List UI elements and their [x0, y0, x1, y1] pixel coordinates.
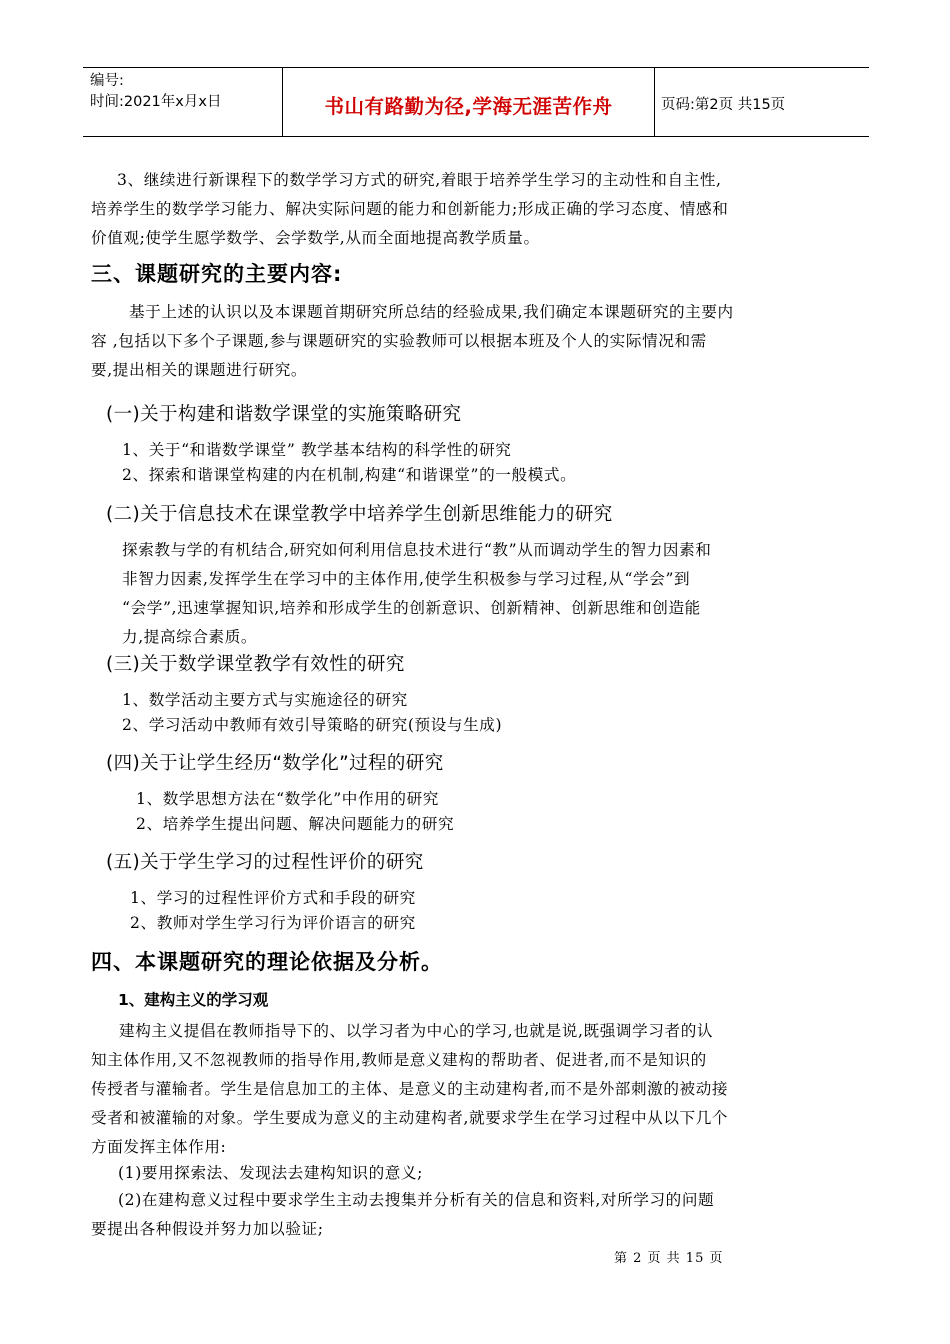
- list-item: 1、数学思想方法在“数学化”中作用的研究: [136, 790, 439, 808]
- date-label: 时间:2021年x月x日: [90, 94, 222, 110]
- list-item: 2、学习活动中教师有效引导策略的研究(预设与生成): [122, 716, 503, 734]
- text-line: (2)在建构意义过程中要求学生主动去搜集并分析有关的信息和资料,对所学习的问题: [118, 1191, 715, 1209]
- text-line: 受者和被灌输的对象。学生要成为意义的主动建构者,就要求学生在学习过程中从以下几个: [91, 1109, 729, 1127]
- section-3-heading: 三、课题研究的主要内容:: [91, 262, 343, 286]
- subsection-4-heading: (四)关于让学生经历“数学化”过程的研究: [106, 753, 444, 774]
- subsection-3-heading: (三)关于数学课堂教学有效性的研究: [106, 654, 405, 675]
- section-4-paragraph: [91, 1017, 861, 1162]
- list-item: 2、培养学生提出问题、解决问题能力的研究: [136, 815, 455, 833]
- header-meta: [83, 68, 283, 136]
- list-item: 1、数学活动主要方式与实施途径的研究: [122, 691, 408, 709]
- text-line: 容 ,包括以下多个子课题,参与课题研究的实验教师可以根据本班及个人的实际情况和需: [91, 332, 707, 350]
- header-page-info: 页码:第2页 共15页: [661, 96, 786, 113]
- text-line: 价值观;使学生愿学数学、会学数学,从而全面地提高教学质量。: [91, 229, 540, 247]
- section-3-paragraph: [91, 298, 861, 385]
- number-label: 编号:: [90, 73, 124, 89]
- text-line: 要提出各种假设并努力加以验证;: [91, 1220, 324, 1238]
- point-2: [91, 1186, 861, 1244]
- text-line: 基于上述的认识以及本课题首期研究所总结的经验成果,我们确定本课题研究的主要内: [129, 303, 734, 321]
- list-item: 2、探索和谐课堂构建的内在机制,构建“和谐课堂”的一般模式。: [122, 466, 577, 484]
- list-item: 1、关于“和谐数学课堂” 教学基本结构的科学性的研究: [122, 441, 512, 459]
- header-motto: 书山有路勤为径,学海无涯苦作舟: [283, 68, 655, 136]
- text-line: 培养学生的数学学习能力、解决实际问题的能力和创新能力;形成正确的学习态度、情感和: [91, 200, 729, 218]
- subsection-5-heading: (五)关于学生学习的过程性评价的研究: [106, 852, 424, 873]
- list-item: 1、学习的过程性评价方式和手段的研究: [130, 889, 416, 907]
- section-4-heading: 四、本课题研究的理论依据及分析。: [91, 950, 443, 974]
- subsection-2-heading: (二)关于信息技术在课堂教学中培养学生创新思维能力的研究: [106, 504, 613, 525]
- header-table: [83, 67, 869, 137]
- text-line: 力,提高综合素质。: [122, 628, 258, 646]
- text-line: 知主体作用,又不忽视教师的指导作用,教师是意义建构的帮助者、促进者,而不是知识的: [91, 1051, 707, 1069]
- text-line: 要,提出相关的课题进行研究。: [91, 361, 308, 379]
- text-line: 传授者与灌输者。学生是信息加工的主体、是意义的主动建构者,而不是外部刺激的被动接: [91, 1080, 729, 1098]
- text-line: “会学”,迅速掌握知识,培养和形成学生的创新意识、创新精神、创新思维和创造能: [122, 599, 701, 617]
- subsection-2-paragraph: [122, 536, 864, 652]
- text-line: 探索教与学的有机结合,研究如何利用信息技术进行“教”从而调动学生的智力因素和: [122, 541, 712, 559]
- text-line: 方面发挥主体作用:: [91, 1138, 227, 1156]
- section-4-sub-1-heading: 1、建构主义的学习观: [118, 991, 269, 1009]
- intro-paragraph-3: [91, 166, 861, 253]
- text-line: 3、继续进行新课程下的数学学习方式的研究,着眼于培养学生学习的主动性和自主性,: [117, 171, 722, 189]
- footer-page-number: 第 2 页 共 15 页: [614, 1251, 724, 1266]
- subsection-1-heading: (一)关于构建和谐数学课堂的实施策略研究: [106, 404, 462, 425]
- text-line: 非智力因素,发挥学生在学习中的主体作用,使学生积极参与学习过程,从“学会”到: [122, 570, 691, 588]
- point-1: (1)要用探索法、发现法去建构知识的意义;: [118, 1164, 424, 1182]
- text-line: 建构主义提倡在教师指导下的、以学习者为中心的学习,也就是说,既强调学习者的认: [119, 1022, 714, 1040]
- list-item: 2、教师对学生学习行为评价语言的研究: [130, 914, 416, 932]
